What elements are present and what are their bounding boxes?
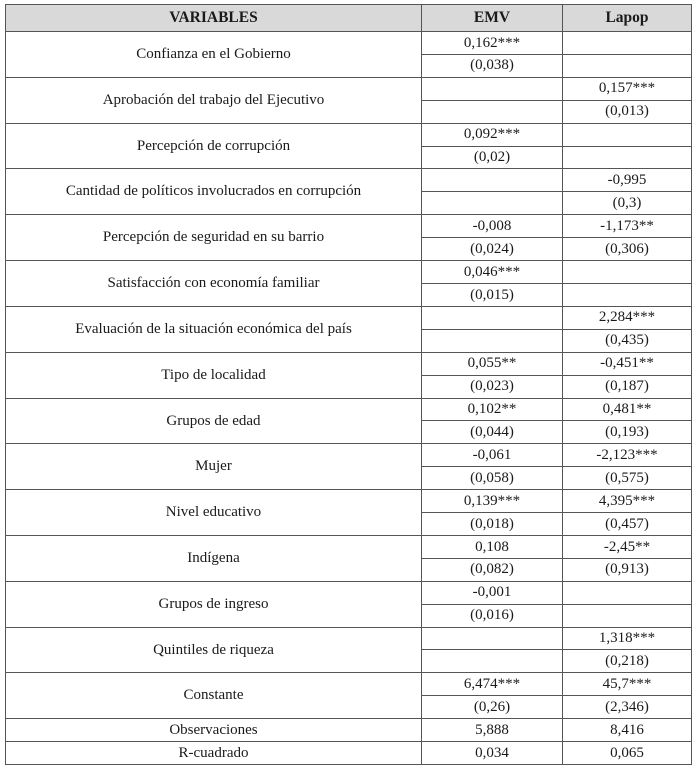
lapop-coefficient: -0,451** bbox=[563, 352, 692, 375]
lapop-coefficient: -2,123*** bbox=[563, 444, 692, 467]
table-row bbox=[6, 398, 692, 421]
lapop-coefficient: 4,395*** bbox=[563, 490, 692, 513]
emv-std-error: (0,058) bbox=[422, 467, 563, 490]
summary-lapop: 8,416 bbox=[563, 719, 692, 742]
emv-coefficient: 0,162*** bbox=[422, 32, 563, 55]
variable-name: Constante bbox=[6, 673, 422, 719]
table-row bbox=[6, 444, 692, 467]
summary-emv: 5,888 bbox=[422, 719, 563, 742]
lapop-std-error: (0,187) bbox=[563, 375, 692, 398]
emv-std-error bbox=[422, 650, 563, 673]
variable-name: Quintiles de riqueza bbox=[6, 627, 422, 673]
lapop-coefficient: 2,284*** bbox=[563, 306, 692, 329]
header-emv: EMV bbox=[422, 5, 563, 32]
emv-coefficient: 6,474*** bbox=[422, 673, 563, 696]
lapop-std-error: (2,346) bbox=[563, 696, 692, 719]
lapop-coefficient: 0,481** bbox=[563, 398, 692, 421]
lapop-std-error bbox=[563, 283, 692, 306]
table-row bbox=[6, 490, 692, 513]
variable-name: Cantidad de políticos involucrados en corrupción bbox=[6, 169, 422, 215]
table-row bbox=[6, 673, 692, 696]
emv-coefficient: 0,108 bbox=[422, 535, 563, 558]
lapop-coefficient: -1,173** bbox=[563, 215, 692, 238]
header-row bbox=[6, 5, 692, 32]
table-row bbox=[6, 123, 692, 146]
emv-coefficient: 0,092*** bbox=[422, 123, 563, 146]
lapop-std-error: (0,3) bbox=[563, 192, 692, 215]
emv-coefficient: 0,055** bbox=[422, 352, 563, 375]
table-row bbox=[6, 581, 692, 604]
lapop-coefficient: 45,7*** bbox=[563, 673, 692, 696]
lapop-coefficient: -2,45** bbox=[563, 535, 692, 558]
variable-name: Grupos de edad bbox=[6, 398, 422, 444]
summary-emv: 0,034 bbox=[422, 742, 563, 765]
emv-coefficient bbox=[422, 306, 563, 329]
lapop-coefficient: 1,318*** bbox=[563, 627, 692, 650]
lapop-coefficient bbox=[563, 261, 692, 284]
variable-name: Aprobación del trabajo del Ejecutivo bbox=[6, 77, 422, 123]
emv-coefficient bbox=[422, 169, 563, 192]
emv-std-error bbox=[422, 100, 563, 123]
summary-name: R-cuadrado bbox=[6, 742, 422, 765]
emv-std-error: (0,018) bbox=[422, 513, 563, 536]
results-table bbox=[5, 4, 692, 765]
table-body bbox=[6, 32, 692, 765]
table-header bbox=[6, 5, 692, 32]
table-row bbox=[6, 535, 692, 558]
variable-name: Indígena bbox=[6, 535, 422, 581]
emv-std-error: (0,02) bbox=[422, 146, 563, 169]
table-row bbox=[6, 306, 692, 329]
emv-std-error bbox=[422, 192, 563, 215]
emv-std-error: (0,023) bbox=[422, 375, 563, 398]
lapop-std-error: (0,435) bbox=[563, 329, 692, 352]
variable-name: Percepción de seguridad en su barrio bbox=[6, 215, 422, 261]
table-row bbox=[6, 261, 692, 284]
table-row bbox=[6, 627, 692, 650]
emv-std-error: (0,024) bbox=[422, 238, 563, 261]
header-lapop: Lapop bbox=[563, 5, 692, 32]
lapop-coefficient: 0,157*** bbox=[563, 77, 692, 100]
emv-coefficient: -0,061 bbox=[422, 444, 563, 467]
emv-std-error: (0,016) bbox=[422, 604, 563, 627]
emv-coefficient: 0,102** bbox=[422, 398, 563, 421]
emv-std-error: (0,015) bbox=[422, 283, 563, 306]
lapop-std-error: (0,013) bbox=[563, 100, 692, 123]
emv-coefficient bbox=[422, 627, 563, 650]
lapop-std-error: (0,913) bbox=[563, 558, 692, 581]
variable-name: Tipo de localidad bbox=[6, 352, 422, 398]
table-row bbox=[6, 32, 692, 55]
lapop-coefficient bbox=[563, 32, 692, 55]
table-row bbox=[6, 169, 692, 192]
header-variables: VARIABLES bbox=[6, 5, 422, 32]
summary-row bbox=[6, 719, 692, 742]
emv-coefficient: -0,001 bbox=[422, 581, 563, 604]
emv-coefficient: 0,046*** bbox=[422, 261, 563, 284]
lapop-std-error: (0,575) bbox=[563, 467, 692, 490]
lapop-std-error bbox=[563, 604, 692, 627]
lapop-std-error: (0,306) bbox=[563, 238, 692, 261]
lapop-std-error: (0,218) bbox=[563, 650, 692, 673]
lapop-coefficient bbox=[563, 123, 692, 146]
variable-name: Evaluación de la situación económica del país bbox=[6, 306, 422, 352]
lapop-coefficient: -0,995 bbox=[563, 169, 692, 192]
table-row bbox=[6, 215, 692, 238]
variable-name: Mujer bbox=[6, 444, 422, 490]
emv-std-error bbox=[422, 329, 563, 352]
emv-std-error: (0,044) bbox=[422, 421, 563, 444]
emv-std-error: (0,038) bbox=[422, 54, 563, 77]
summary-lapop: 0,065 bbox=[563, 742, 692, 765]
table-row bbox=[6, 352, 692, 375]
variable-name: Confianza en el Gobierno bbox=[6, 32, 422, 78]
lapop-std-error bbox=[563, 54, 692, 77]
summary-row bbox=[6, 742, 692, 765]
variable-name: Percepción de corrupción bbox=[6, 123, 422, 169]
variable-name: Grupos de ingreso bbox=[6, 581, 422, 627]
variable-name: Satisfacción con economía familiar bbox=[6, 261, 422, 307]
emv-std-error: (0,26) bbox=[422, 696, 563, 719]
emv-std-error: (0,082) bbox=[422, 558, 563, 581]
lapop-std-error: (0,193) bbox=[563, 421, 692, 444]
emv-coefficient: 0,139*** bbox=[422, 490, 563, 513]
variable-name: Nivel educativo bbox=[6, 490, 422, 536]
lapop-std-error: (0,457) bbox=[563, 513, 692, 536]
table-row bbox=[6, 77, 692, 100]
summary-name: Observaciones bbox=[6, 719, 422, 742]
lapop-coefficient bbox=[563, 581, 692, 604]
emv-coefficient: -0,008 bbox=[422, 215, 563, 238]
lapop-std-error bbox=[563, 146, 692, 169]
emv-coefficient bbox=[422, 77, 563, 100]
